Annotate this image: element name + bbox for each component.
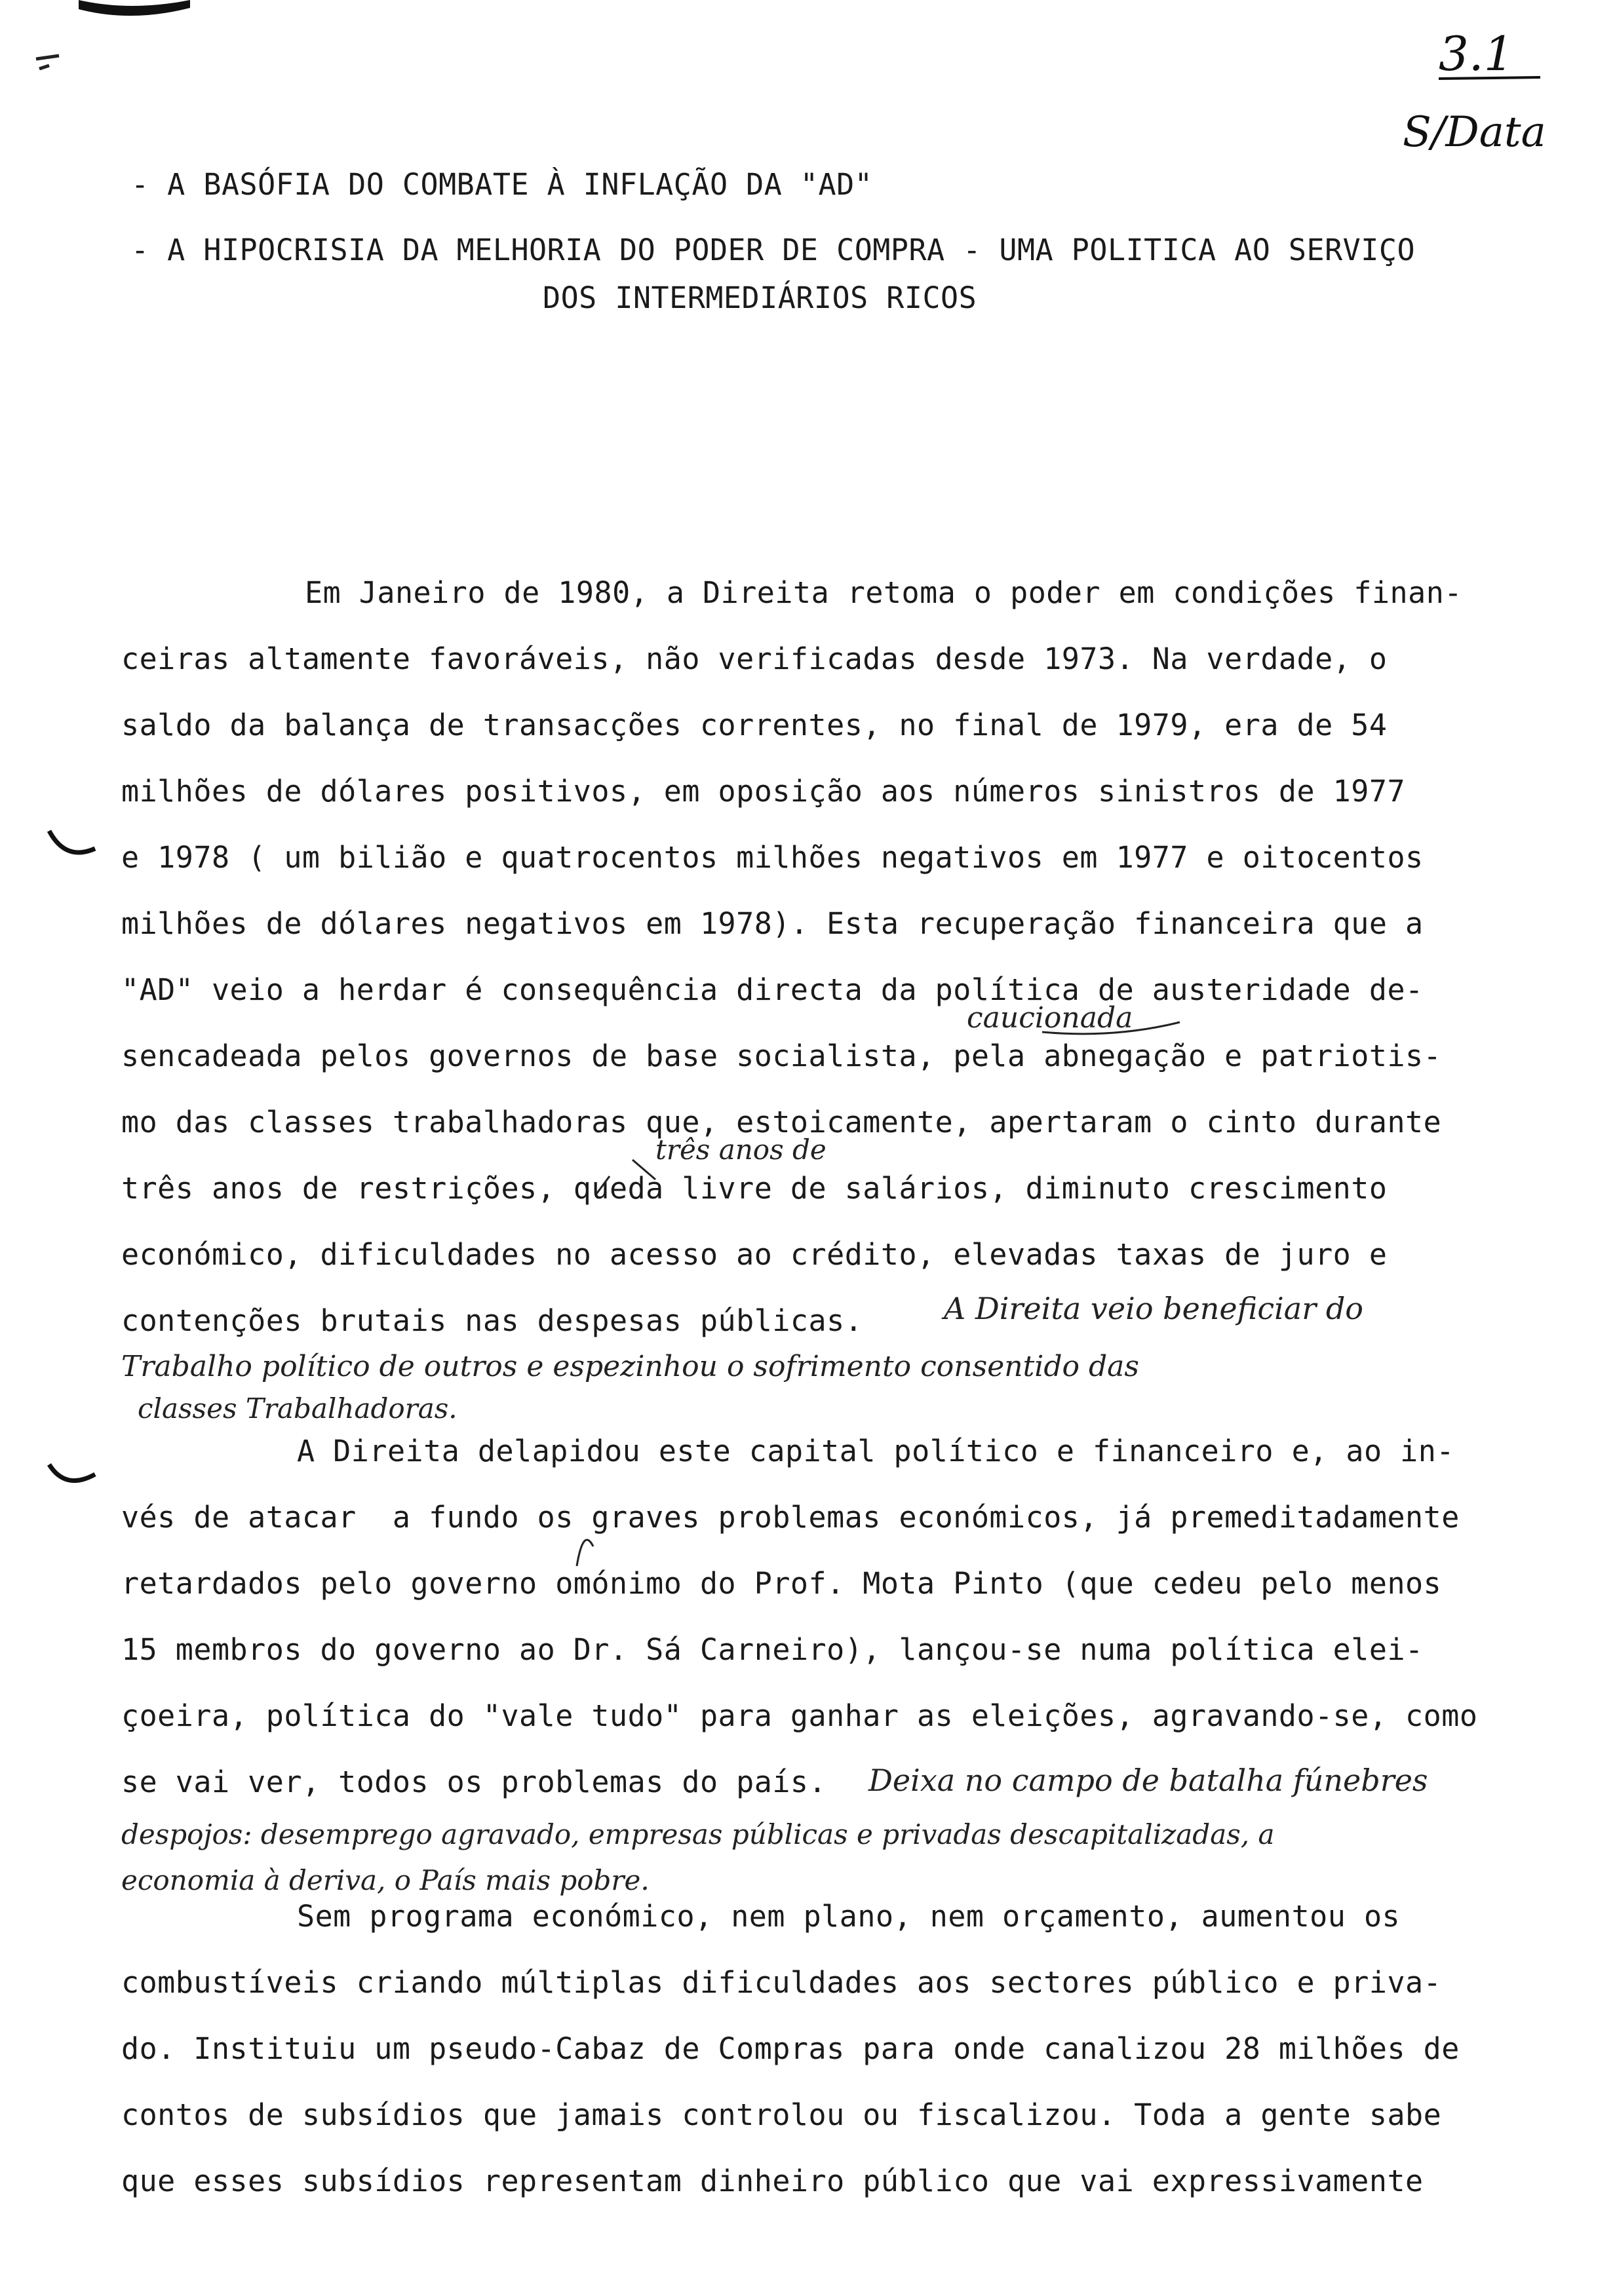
handwritten-note-1: classes Trabalhadoras. [138, 1392, 457, 1425]
p1-line: "AD" veio a herdar é consequência directa da política de austeridade de- [121, 972, 1424, 1007]
margin-mark [49, 1464, 95, 1481]
p3-line: que esses subsídios representam dinheiro público que vai expressivamente [121, 2164, 1424, 2198]
p1-line: económico, dificuldades no acesso ao crédito, elevadas taxas de juro e [121, 1237, 1388, 1272]
margin-mark [36, 56, 59, 69]
margin-mark [1439, 77, 1540, 79]
heading-2: - A HIPOCRISIA DA MELHORIA DO PODER DE COMPRA - UMA POLITICA AO SERVIÇO [131, 233, 1416, 267]
p1-line: contenções brutais nas despesas públicas. [121, 1303, 863, 1338]
p2-line: vés de atacar a fundo os graves problemas económicos, já premeditadamente [121, 1500, 1460, 1535]
margin-mark [79, 0, 190, 16]
handwritten-note-2: despojos: desemprego agravado, empresas públicas e privadas descapitalizadas, a [121, 1818, 1275, 1850]
margin-mark [1042, 1022, 1180, 1034]
p1-line: milhões de dólares negativos em 1978). Esta recuperação financeira que a [121, 906, 1424, 941]
p2-line: çoeira, política do "vale tudo" para ganhar as eleições, agravando-se, como [121, 1698, 1478, 1733]
heading-1: - A BASÓFIA DO COMBATE À INFLAÇÃO DA "AD" [131, 167, 873, 202]
p2-line: se vai ver, todos os problemas do país. [121, 1765, 827, 1799]
date-note: S/Data [1403, 108, 1546, 157]
handwritten-tres-anos-de: três anos de [655, 1134, 827, 1166]
handwritten-note-2: Deixa no campo de batalha fúnebres [868, 1763, 1428, 1798]
margin-mark [577, 1540, 593, 1566]
p3-line: Sem programa económico, nem plano, nem orçamento, aumentou os [297, 1899, 1401, 1934]
margin-mark [596, 1160, 655, 1194]
handwritten-note-1: A Direita veio beneficiar do [944, 1291, 1363, 1326]
p1-line: saldo da balança de transacções correntes, no final de 1979, era de 54 [121, 708, 1388, 742]
p1-line: ceiras altamente favoráveis, não verificadas desde 1973. Na verdade, o [121, 641, 1388, 676]
margin-mark [49, 831, 95, 852]
heading-3: DOS INTERMEDIÁRIOS RICOS [543, 280, 977, 315]
p2-line: A Direita delapidou este capital político e financeiro e, ao in- [297, 1434, 1454, 1468]
p1-line: mo das classes trabalhadoras que, estoicamente, apertaram o cinto durante [121, 1105, 1442, 1139]
handwritten-caucionada: caucionada [967, 1001, 1133, 1035]
p2-line: retardados pelo governo omónimo do Prof. Mota Pinto (que cedeu pelo menos [121, 1566, 1442, 1601]
p2-line: 15 membros do governo ao Dr. Sá Carneiro), lançou-se numa política elei- [121, 1632, 1424, 1667]
handwritten-note-1: Trabalho político de outros e espezinhou o sofrimento consentido das [121, 1350, 1139, 1383]
p1-line: e 1978 ( um bilião e quatrocentos milhões negativos em 1977 e oitocentos [121, 840, 1424, 875]
p1-line: três anos de restrições, queda livre de salários, diminuto crescimento [121, 1171, 1388, 1206]
p3-line: contos de subsídios que jamais controlou ou fiscalizou. Toda a gente sabe [121, 2097, 1442, 2132]
p3-line: combustíveis criando múltiplas dificuldades aos sectores público e priva- [121, 1965, 1442, 2000]
page-reference: 3.1 [1439, 26, 1514, 81]
handwritten-note-2: economia à deriva, o País mais pobre. [121, 1864, 650, 1896]
p1-line: Em Janeiro de 1980, a Direita retoma o poder em condições finan- [305, 575, 1462, 610]
p3-line: do. Instituiu um pseudo-Cabaz de Compras para onde canalizou 28 milhões de [121, 2031, 1460, 2066]
p1-line: milhões de dólares positivos, em oposição aos números sinistros de 1977 [121, 774, 1406, 809]
p1-line: sencadeada pelos governos de base socialista, pela abnegação e patriotis- [121, 1039, 1442, 1073]
